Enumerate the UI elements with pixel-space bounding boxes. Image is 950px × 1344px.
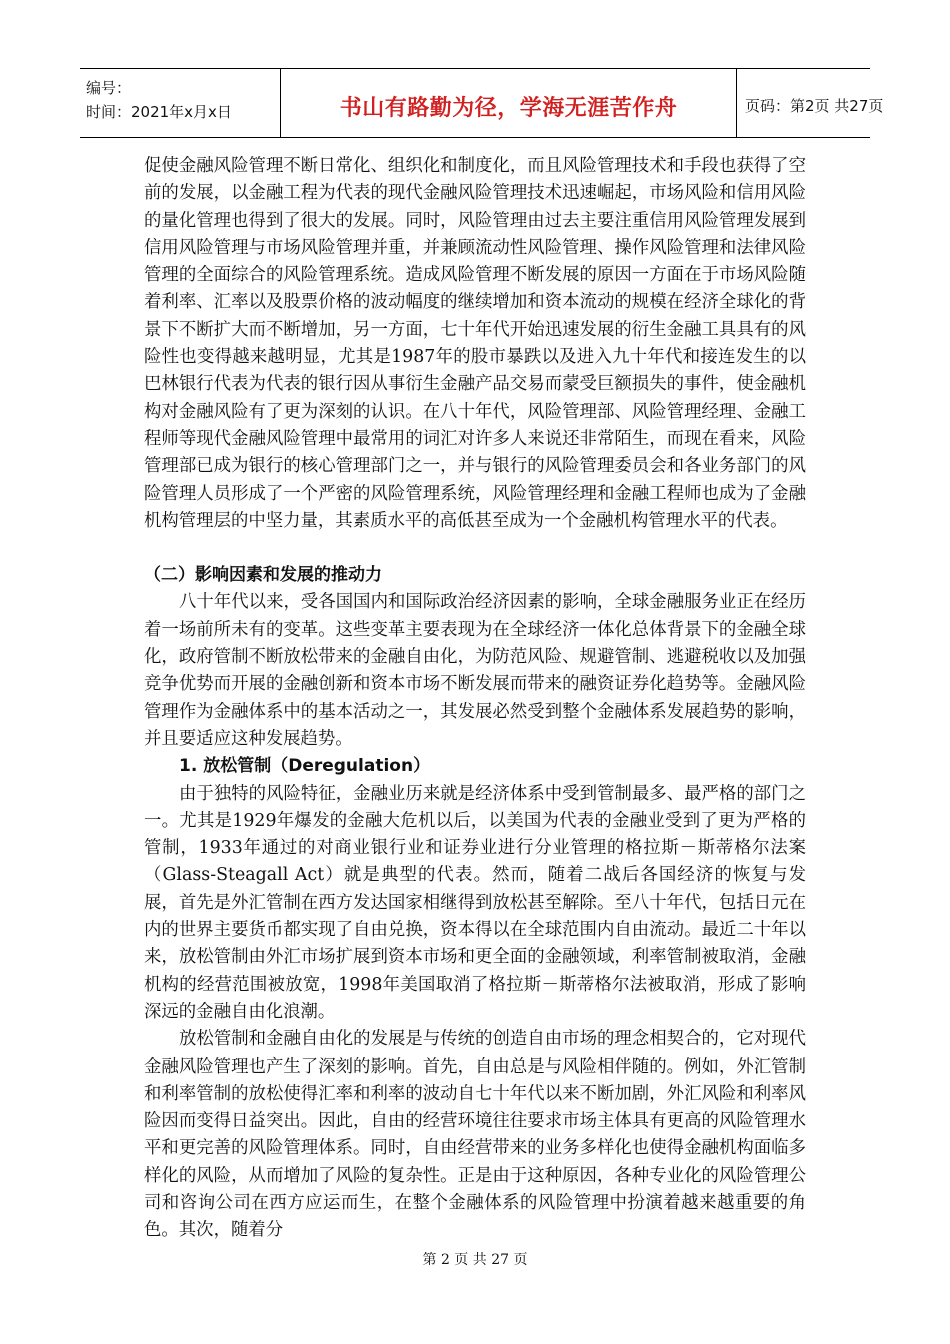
header-motto-cell — [280, 69, 737, 137]
document-number-label: 编号： — [86, 79, 132, 97]
header-page-info: 页码：第2页 共27页 — [745, 97, 884, 115]
page-footer: 第 2 页 共 27 页 — [422, 1252, 528, 1268]
section-heading: （二）影响因素和发展的推动力 — [144, 565, 382, 586]
header-motto: 书山有路勤为径，学海无涯苦作舟 — [339, 96, 678, 121]
subsection-heading: 1. 放松管制（Deregulation） — [179, 756, 431, 777]
paragraph-4: 放松管制和金融自由化的发展是与传统的创造自由市场的理念相契合的，它对现代金融风险管理也产生了深刻的影响。首先，自由总是与风险相伴随的。例如，外汇管制和利率管制的放松使得汇率和利率的波动自七十年代以来不断加剧，外汇风险和利率风险因而变得日益突出。因此，自由的经营环境往往要求市场主体具有更高的风险管理水平和更完善的风险管理体系。同时，自由经营带来的业务多样化也使得金融机构面临多样化的风险，从而增加了风险的复杂性。正是由于这种原因，各种专业化的风险管理公司和咨询公司在西方应运而生，在整个金融体系的风险管理中扮演着越来越重要的角色。其次，随着分 — [144, 1029, 806, 1241]
paragraph-2: 八十年代以来，受各国国内和国际政治经济因素的影响，全球金融服务业正在经历着一场前所未有的变革。这些变革主要表现为在全球经济一体化总体背景下的金融全球化，政府管制不断放松带来的金融自由化，为防范风险、规避管制、逃避税收以及加强竞争优势而开展的金融创新和资本市场不断发展而带来的融资证券化趋势等。金融风险管理作为金融体系中的基本活动之一，其发展必然受到整个金融体系发展趋势的影响，并且要适应这种发展趋势。 — [144, 592, 806, 749]
document-body — [144, 153, 806, 1245]
paragraph-1: 促使金融风险管理不断日常化、组织化和制度化，而且风险管理技术和手段也获得了空前的发展，以金融工程为代表的现代金融风险管理技术迅速崛起，市场风险和信用风险的量化管理也得到了很大的发展。同时，风险管理由过去主要注重信用风险管理发展到信用风险管理与市场风险管理并重，并兼顾流动性风险管理、操作风险管理和法律风险管理的全面综合的风险管理系统。造成风险管理不断发展的原因一方面在于市场风险随着利率、汇率以及股票价格的波动幅度的继续增加和资本流动的规模在经济全球化的背景下不断扩大而不断增加，另一方面，七十年代开始迅速发展的衍生金融工具具有的风险性也变得越来越明显，尤其是1987年的股市暴跌以及进入九十年代和接连发生的以巴林银行代表为代表的银行因从事衍生金融产品交易而蒙受巨额损失的事件，使金融机构对金融风险有了更为深刻的认识。在八十年代，风险管理部、风险管理经理、金融工程师等现代金融风险管理中最常用的词汇对许多人来说还非常陌生，而现在看来，风险管理部已成为银行的核心管理部门之一，并与银行的风险管理委员会和各业务部门的风险管理人员形成了一个严密的风险管理系统，风险管理经理和金融工程师也成为了金融机构管理层的中坚力量，其素质水平的高低甚至成为一个金融机构管理水平的代表。 — [144, 156, 806, 531]
header-meta-cell — [80, 69, 280, 137]
header-page-cell — [737, 69, 884, 137]
page-header — [80, 68, 884, 138]
paragraph-3: 由于独特的风险特征，金融业历来就是经济体系中受到管制最多、最严格的部门之一。尤其是1929年爆发的金融大危机以后，以美国为代表的金融业受到了更为严格的管制，1933年通过的对商业银行业和证券业进行分业管理的格拉斯－斯蒂格尔法案（Glass-Steagall Act）就是典型的代表。然而，随着二战后各国经济的恢复与发展，首先是外汇管制在西方发达国家相继得到放松甚至解除。至八十年代，包括日元在内的世界主要货币都实现了自由兑换，资本得以在全球范围内自由流动。最近二十年以来，放松管制由外汇市场扩展到资本市场和更全面的金融领域，利率管制被取消，金融机构的经营范围被放宽，1998年美国取消了格拉斯－斯蒂格尔法被取消，形成了影响深远的金融自由化浪潮。 — [144, 783, 806, 1022]
document-date: 时间：2021年x月x日 — [86, 103, 232, 121]
section-spacer — [144, 535, 806, 562]
